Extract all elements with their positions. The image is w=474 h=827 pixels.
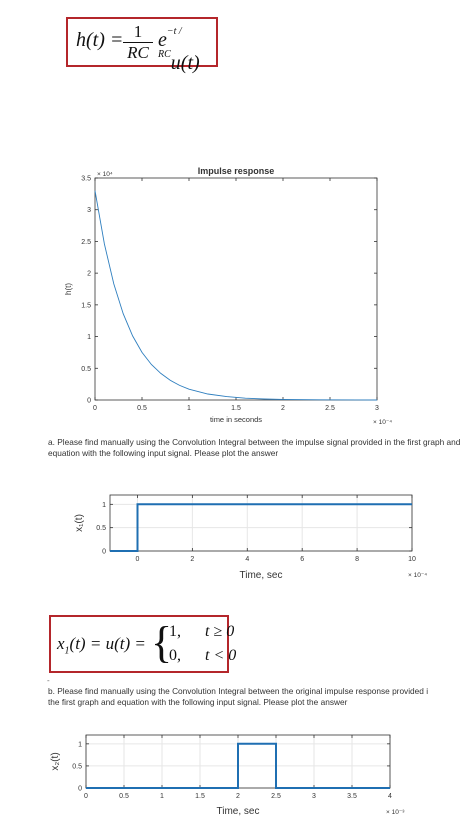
x-tick-label: 2.5 xyxy=(271,793,281,800)
y-tick-label: 1 xyxy=(87,334,91,342)
y-axis-label: h(t) xyxy=(64,283,73,295)
y-tick-label: 2.5 xyxy=(81,238,91,246)
lhs-sub: 1 xyxy=(64,645,70,657)
x-multiplier: × 10⁻⁴ xyxy=(408,572,428,579)
x-tick-label: 1 xyxy=(160,793,164,800)
x-multiplier: × 10⁻⁴ xyxy=(373,419,393,426)
lhs-var: x xyxy=(57,634,65,653)
y-tick-label: 0 xyxy=(87,397,91,405)
x-tick-label: 4 xyxy=(388,793,392,800)
y-tick-label: 3.5 xyxy=(81,175,91,183)
x-tick-label: 2 xyxy=(236,793,240,800)
x-tick-label: 8 xyxy=(355,556,360,563)
equation-lhs: h(t) = xyxy=(76,29,124,51)
y-tick-label: 0.5 xyxy=(72,763,82,771)
stray-marker: - xyxy=(47,676,50,685)
y-tick-label: 2 xyxy=(87,270,91,278)
case-2-value: 0, xyxy=(169,647,181,664)
x-tick-label: 4 xyxy=(245,556,250,563)
x-tick-label: 0 xyxy=(93,405,97,412)
y-tick-label: 0 xyxy=(102,548,106,556)
step-function: u(t) xyxy=(170,52,200,74)
question-b-line1: b. Please find manually using the Convolution Integral between the original impulse response provided i xyxy=(48,686,429,696)
y-multiplier: × 10⁴ xyxy=(97,171,113,178)
question-a-text: a. Please find manually using the Convolution Integral between the impulse signal provided in the first graph and equation with the following input signal. Please plot the answer xyxy=(48,437,461,458)
x-tick-label: 0 xyxy=(84,793,88,800)
exp-exponent: −t / RC xyxy=(158,26,182,61)
y-tick-label: 0 xyxy=(78,785,82,793)
y-axis-label: x₁(t) xyxy=(74,514,85,532)
case-1-value: 1, xyxy=(169,623,181,640)
y-tick-label: 0.5 xyxy=(81,365,91,373)
x-tick-label: 1.5 xyxy=(195,793,205,800)
x-tick-label: 1 xyxy=(187,405,191,412)
x-tick-label: 3 xyxy=(375,405,379,412)
cases-brace: { xyxy=(151,618,173,667)
fraction-numerator: 1 xyxy=(133,22,143,41)
y-tick-label: 1 xyxy=(78,741,82,749)
x-tick-label: 2.5 xyxy=(325,405,335,412)
x-tick-label: 0.5 xyxy=(137,405,147,412)
x-tick-label: 2 xyxy=(190,556,195,563)
lhs-rest: (t) = u(t) = xyxy=(69,634,146,653)
y-tick-label: 0.5 xyxy=(96,525,106,533)
fraction-denominator: RC xyxy=(127,43,149,62)
exp-base: e xyxy=(158,29,167,51)
case-1-condition: t ≥ 0 xyxy=(205,623,235,640)
x-tick-label: 1.5 xyxy=(231,405,241,412)
y-tick-label: 3 xyxy=(87,207,91,215)
y-tick-label: 1 xyxy=(102,501,106,509)
x-tick-label: 10 xyxy=(408,556,416,563)
y-axis-label: x₂(t) xyxy=(50,752,61,771)
x-axis-label: Time, sec xyxy=(216,806,260,817)
chart-title: Impulse response xyxy=(197,166,275,176)
x-axis-label: time in seconds xyxy=(209,415,263,424)
case-2-condition: t < 0 xyxy=(205,647,237,664)
x-tick-label: 0.5 xyxy=(119,793,129,800)
question-b-line2: the first graph and equation with the following input signal. Please plot the answer xyxy=(48,696,348,707)
x-tick-label: 2 xyxy=(281,405,285,412)
x-tick-label: 3 xyxy=(312,793,316,800)
x-tick-label: 0 xyxy=(135,556,140,563)
y-tick-label: 1.5 xyxy=(81,302,91,310)
x-multiplier: × 10⁻³ xyxy=(386,809,405,816)
x-axis-label: Time, sec xyxy=(239,570,283,581)
x-tick-label: 6 xyxy=(300,556,305,563)
x-tick-label: 3.5 xyxy=(347,793,357,800)
